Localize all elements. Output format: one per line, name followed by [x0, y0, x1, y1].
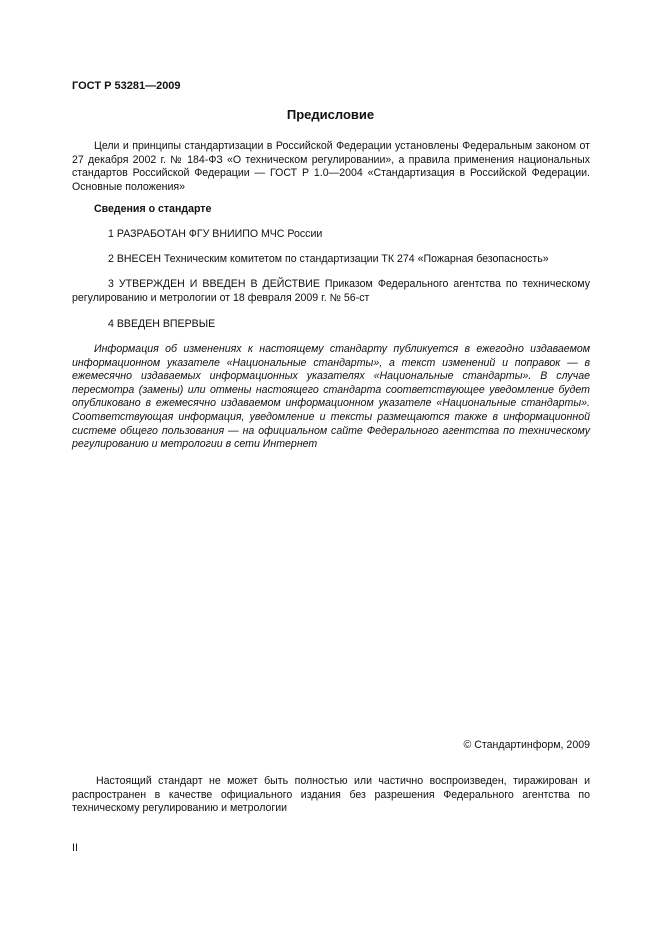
info-item-submitted: 2 ВНЕСЕН Техническим комитетом по стандартизации ТК 274 «Пожарная безопасность»	[108, 253, 549, 265]
page-number: II	[72, 842, 78, 854]
info-item-developed: 1 РАЗРАБОТАН ФГУ ВНИИПО МЧС России	[108, 228, 323, 240]
info-item-approved: 3 УТВЕРЖДЕН И ВВЕДЕН В ДЕЙСТВИЕ Приказом Федерального агентства по техническому регулированию и метрологии от 18 февраля 2009 г. № 56-ст	[72, 278, 590, 304]
reproduction-notice: Настоящий стандарт не может быть полностью или частично воспроизведен, тиражирован и распространен в качестве официального издания без разрешения Федерального агентства по техническому регулированию и метрологии	[72, 775, 590, 815]
preface-title: Предисловие	[286, 107, 375, 122]
standard-info-heading: Сведения о стандарте	[94, 203, 212, 215]
preface-intro-paragraph: Цели и принципы стандартизации в Российской Федерации установлены Федеральным законом от 27 декабря 2002 г. № 184-ФЗ «О техническом регулировании», а правила применения национальных стандартов Российской Федерации — ГОСТ Р 1.0—2004 «Стандартизация в Российской Федерации. Основные положения»	[72, 140, 590, 193]
copyright-line: © Стандартинформ, 2009	[463, 739, 590, 751]
changes-notice-paragraph: Информация об изменениях к настоящему стандарту публикуется в ежегодно издаваемом информационном указателе «Национальные стандарты», а текст изменений и поправок — в ежемесячно издаваемых информационных указателях «Национальные стандарты». В случае пересмотра (замены) или отмены настоящего стандарта соответствующее уведомление будет опубликовано в ежемесячно издаваемом информационном указателе «Национальные стандарты». Соответствующая информация, уведомление и тексты размещаются также в информационной системе общего пользования — на официальном сайте Федерального агентства по техническому регулированию и метрологии в сети Интернет	[72, 343, 590, 451]
info-item-introduced: 4 ВВЕДЕН ВПЕРВЫЕ	[108, 318, 216, 330]
document-code: ГОСТ Р 53281—2009	[72, 80, 181, 92]
